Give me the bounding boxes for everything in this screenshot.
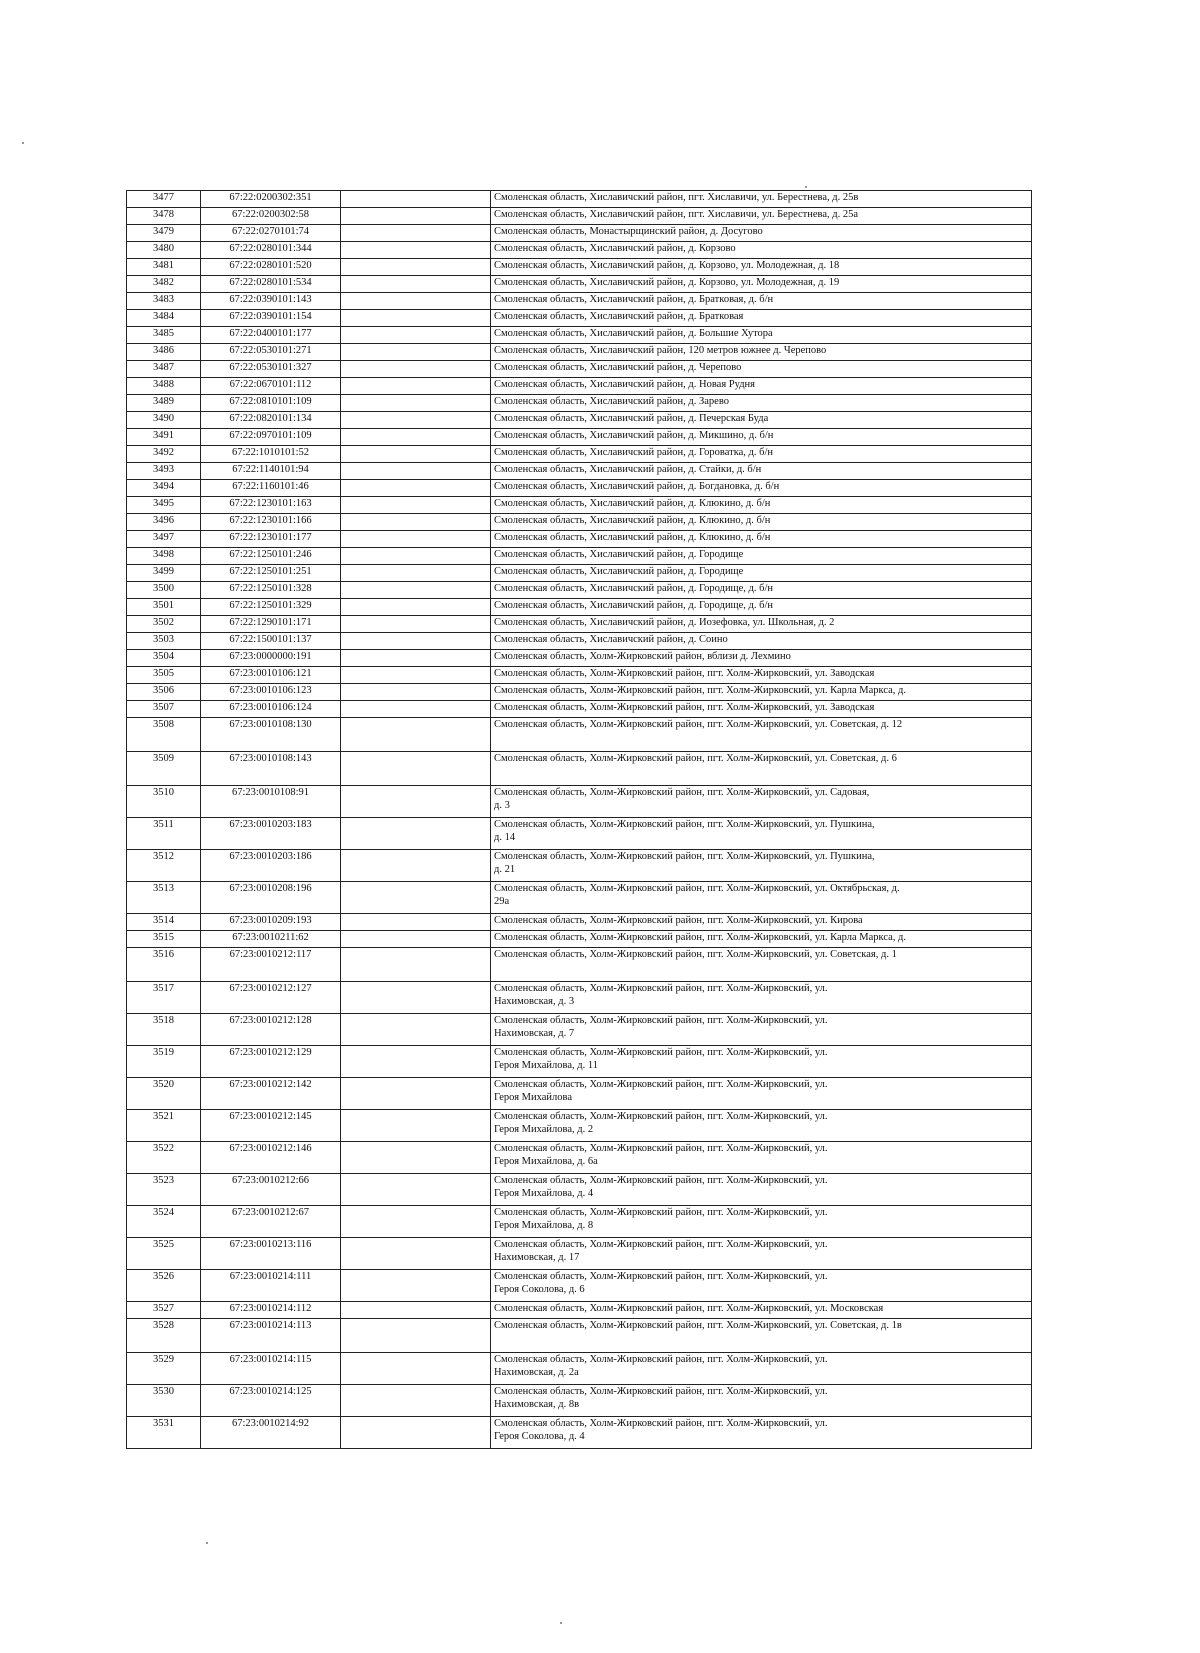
empty-cell bbox=[341, 718, 491, 752]
row-number: 3504 bbox=[127, 650, 201, 667]
table-row bbox=[127, 1238, 1032, 1270]
cadastral-number: 67:22:0270101:74 bbox=[201, 225, 341, 242]
row-number: 3508 bbox=[127, 718, 201, 752]
table-row bbox=[127, 599, 1032, 616]
cadastral-number: 67:23:0010106:123 bbox=[201, 684, 341, 701]
table-row bbox=[127, 344, 1032, 361]
table-row bbox=[127, 1142, 1032, 1174]
table-row bbox=[127, 1174, 1032, 1206]
empty-cell bbox=[341, 850, 491, 882]
table-row bbox=[127, 446, 1032, 463]
table-row bbox=[127, 1319, 1032, 1353]
row-number: 3500 bbox=[127, 582, 201, 599]
row-number: 3514 bbox=[127, 914, 201, 931]
address-cell: Смоленская область, Холм-Жирковский район, пгт. Холм-Жирковский, ул. Пушкина, д. 21 bbox=[491, 850, 1032, 882]
table-row bbox=[127, 850, 1032, 882]
empty-cell bbox=[341, 463, 491, 480]
address-cell: Смоленская область, Холм-Жирковский район, пгт. Холм-Жирковский, ул. Героя Соколова, д. 6 bbox=[491, 1270, 1032, 1302]
cadastral-number: 67:22:1230101:163 bbox=[201, 497, 341, 514]
empty-cell bbox=[341, 616, 491, 633]
address-cell: Смоленская область, Холм-Жирковский район, пгт. Холм-Жирковский, ул. Нахимовская, д. 2а bbox=[491, 1353, 1032, 1385]
empty-cell bbox=[341, 599, 491, 616]
cadastral-number: 67:22:0400101:177 bbox=[201, 327, 341, 344]
address-cell: Смоленская область, Хиславичский район, д. Новая Рудня bbox=[491, 378, 1032, 395]
empty-cell bbox=[341, 582, 491, 599]
row-number: 3494 bbox=[127, 480, 201, 497]
address-cell: Смоленская область, Хиславичский район, д. Корзово bbox=[491, 242, 1032, 259]
row-number: 3493 bbox=[127, 463, 201, 480]
table-row bbox=[127, 531, 1032, 548]
address-cell: Смоленская область, Хиславичский район, д. Зарево bbox=[491, 395, 1032, 412]
row-number: 3479 bbox=[127, 225, 201, 242]
row-number: 3498 bbox=[127, 548, 201, 565]
table-row bbox=[127, 882, 1032, 914]
cadastral-number: 67:23:0010212:146 bbox=[201, 1142, 341, 1174]
table-row bbox=[127, 1417, 1032, 1449]
cadastral-number: 67:23:0010214:112 bbox=[201, 1302, 341, 1319]
cadastral-number: 67:22:0820101:134 bbox=[201, 412, 341, 429]
address-cell: Смоленская область, Холм-Жирковский район, пгт. Холм-Жирковский, ул. Советская, д. 12 bbox=[491, 718, 1032, 752]
cadastral-number: 67:23:0010108:91 bbox=[201, 786, 341, 818]
empty-cell bbox=[341, 1046, 491, 1078]
row-number: 3518 bbox=[127, 1014, 201, 1046]
cadastral-number: 67:23:0010212:117 bbox=[201, 948, 341, 982]
row-number: 3485 bbox=[127, 327, 201, 344]
address-cell: Смоленская область, Хиславичский район, д. Гороватка, д. б/н bbox=[491, 446, 1032, 463]
address-cell: Смоленская область, Хиславичский район, д. Братковая, д. б/н bbox=[491, 293, 1032, 310]
row-number: 3482 bbox=[127, 276, 201, 293]
land-plots-table bbox=[126, 190, 1032, 1449]
cadastral-number: 67:23:0010212:142 bbox=[201, 1078, 341, 1110]
table-row bbox=[127, 225, 1032, 242]
empty-cell bbox=[341, 1302, 491, 1319]
cadastral-number: 67:23:0010203:183 bbox=[201, 818, 341, 850]
table-row bbox=[127, 310, 1032, 327]
row-number: 3531 bbox=[127, 1417, 201, 1449]
cadastral-number: 67:22:0280101:534 bbox=[201, 276, 341, 293]
empty-cell bbox=[341, 242, 491, 259]
row-number: 3486 bbox=[127, 344, 201, 361]
address-cell: Смоленская область, Холм-Жирковский район, пгт. Холм-Жирковский, ул. Героя Михайлова, д. 8 bbox=[491, 1206, 1032, 1238]
empty-cell bbox=[341, 1417, 491, 1449]
address-cell: Смоленская область, Холм-Жирковский район, пгт. Холм-Жирковский, ул. Героя Михайлова, д. 4 bbox=[491, 1174, 1032, 1206]
cadastral-number: 67:23:0010108:130 bbox=[201, 718, 341, 752]
address-cell: Смоленская область, Холм-Жирковский район, пгт. Холм-Жирковский, ул. Карла Маркса, д. bbox=[491, 684, 1032, 701]
table-row bbox=[127, 982, 1032, 1014]
row-number: 3477 bbox=[127, 191, 201, 208]
row-number: 3495 bbox=[127, 497, 201, 514]
address-cell: Смоленская область, Холм-Жирковский район, пгт. Холм-Жирковский, ул. Заводская bbox=[491, 667, 1032, 684]
address-cell: Смоленская область, Хиславичский район, д. Печерская Буда bbox=[491, 412, 1032, 429]
address-cell: Смоленская область, Холм-Жирковский район, пгт. Холм-Жирковский, ул. Заводская bbox=[491, 701, 1032, 718]
address-cell: Смоленская область, Хиславичский район, д. Городище, д. б/н bbox=[491, 582, 1032, 599]
empty-cell bbox=[341, 1385, 491, 1417]
row-number: 3484 bbox=[127, 310, 201, 327]
row-number: 3478 bbox=[127, 208, 201, 225]
empty-cell bbox=[341, 412, 491, 429]
table-row bbox=[127, 1014, 1032, 1046]
table-row bbox=[127, 1353, 1032, 1385]
table-row bbox=[127, 1270, 1032, 1302]
cadastral-number: 67:22:0670101:112 bbox=[201, 378, 341, 395]
table-row bbox=[127, 548, 1032, 565]
row-number: 3481 bbox=[127, 259, 201, 276]
address-cell: Смоленская область, Хиславичский район, д. Микшино, д. б/н bbox=[491, 429, 1032, 446]
cadastral-number: 67:23:0010212:67 bbox=[201, 1206, 341, 1238]
table-row bbox=[127, 293, 1032, 310]
row-number: 3530 bbox=[127, 1385, 201, 1417]
empty-cell bbox=[341, 1353, 491, 1385]
table-row bbox=[127, 191, 1032, 208]
row-number: 3512 bbox=[127, 850, 201, 882]
cadastral-number: 67:22:1250101:329 bbox=[201, 599, 341, 616]
address-cell: Смоленская область, Монастырщинский район, д. Досугово bbox=[491, 225, 1032, 242]
address-cell: Смоленская область, Хиславичский район, д. Городище, д. б/н bbox=[491, 599, 1032, 616]
table-row bbox=[127, 480, 1032, 497]
table-row bbox=[127, 786, 1032, 818]
table-row bbox=[127, 684, 1032, 701]
scan-speck bbox=[206, 1542, 208, 1544]
cadastral-number: 67:23:0010212:66 bbox=[201, 1174, 341, 1206]
cadastral-number: 67:22:0200302:58 bbox=[201, 208, 341, 225]
empty-cell bbox=[341, 191, 491, 208]
cadastral-number: 67:23:0010208:196 bbox=[201, 882, 341, 914]
row-number: 3487 bbox=[127, 361, 201, 378]
row-number: 3492 bbox=[127, 446, 201, 463]
table-row bbox=[127, 259, 1032, 276]
table-row bbox=[127, 378, 1032, 395]
table-row bbox=[127, 948, 1032, 982]
cadastral-number: 67:23:0010214:113 bbox=[201, 1319, 341, 1353]
empty-cell bbox=[341, 225, 491, 242]
row-number: 3526 bbox=[127, 1270, 201, 1302]
empty-cell bbox=[341, 259, 491, 276]
row-number: 3525 bbox=[127, 1238, 201, 1270]
table-row bbox=[127, 718, 1032, 752]
cadastral-number: 67:22:0390101:154 bbox=[201, 310, 341, 327]
cadastral-number: 67:22:0970101:109 bbox=[201, 429, 341, 446]
table-row bbox=[127, 395, 1032, 412]
empty-cell bbox=[341, 818, 491, 850]
empty-cell bbox=[341, 1014, 491, 1046]
empty-cell bbox=[341, 310, 491, 327]
row-number: 3480 bbox=[127, 242, 201, 259]
cadastral-number: 67:22:0390101:143 bbox=[201, 293, 341, 310]
row-number: 3496 bbox=[127, 514, 201, 531]
empty-cell bbox=[341, 1174, 491, 1206]
cadastral-number: 67:22:1250101:328 bbox=[201, 582, 341, 599]
address-cell: Смоленская область, Хиславичский район, д. Соино bbox=[491, 633, 1032, 650]
cadastral-number: 67:22:1230101:166 bbox=[201, 514, 341, 531]
cadastral-number: 67:23:0010214:125 bbox=[201, 1385, 341, 1417]
address-cell: Смоленская область, Холм-Жирковский район, пгт. Холм-Жирковский, ул. Героя Михайлова, д. 11 bbox=[491, 1046, 1032, 1078]
table-row bbox=[127, 701, 1032, 718]
empty-cell bbox=[341, 446, 491, 463]
row-number: 3529 bbox=[127, 1353, 201, 1385]
address-cell: Смоленская область, Холм-Жирковский район, вблизи д. Лехмино bbox=[491, 650, 1032, 667]
row-number: 3519 bbox=[127, 1046, 201, 1078]
row-number: 3497 bbox=[127, 531, 201, 548]
empty-cell bbox=[341, 276, 491, 293]
cadastral-number: 67:23:0010212:127 bbox=[201, 982, 341, 1014]
empty-cell bbox=[341, 1142, 491, 1174]
cadastral-number: 67:23:0010212:145 bbox=[201, 1110, 341, 1142]
empty-cell bbox=[341, 1238, 491, 1270]
cadastral-number: 67:23:0010209:193 bbox=[201, 914, 341, 931]
empty-cell bbox=[341, 531, 491, 548]
address-cell: Смоленская область, Холм-Жирковский район, пгт. Холм-Жирковский, ул. Нахимовская, д. 17 bbox=[491, 1238, 1032, 1270]
row-number: 3522 bbox=[127, 1142, 201, 1174]
table-row bbox=[127, 650, 1032, 667]
address-cell: Смоленская область, Холм-Жирковский район, пгт. Холм-Жирковский, ул. Советская, д. 1 bbox=[491, 948, 1032, 982]
row-number: 3501 bbox=[127, 599, 201, 616]
cadastral-number: 67:22:1290101:171 bbox=[201, 616, 341, 633]
address-cell: Смоленская область, Хиславичский район, д. Городище bbox=[491, 548, 1032, 565]
row-number: 3488 bbox=[127, 378, 201, 395]
table-row bbox=[127, 412, 1032, 429]
table-row bbox=[127, 818, 1032, 850]
empty-cell bbox=[341, 395, 491, 412]
cadastral-number: 67:23:0010214:115 bbox=[201, 1353, 341, 1385]
address-cell: Смоленская область, Холм-Жирковский район, пгт. Холм-Жирковский, ул. Нахимовская, д. 8в bbox=[491, 1385, 1032, 1417]
address-cell: Смоленская область, Хиславичский район, д. Корзово, ул. Молодежная, д. 19 bbox=[491, 276, 1032, 293]
row-number: 3527 bbox=[127, 1302, 201, 1319]
empty-cell bbox=[341, 1110, 491, 1142]
table-row bbox=[127, 514, 1032, 531]
cadastral-number: 67:22:0530101:327 bbox=[201, 361, 341, 378]
table-row bbox=[127, 429, 1032, 446]
cadastral-number: 67:22:1250101:251 bbox=[201, 565, 341, 582]
cadastral-number: 67:23:0010212:128 bbox=[201, 1014, 341, 1046]
address-cell: Смоленская область, Хиславичский район, д. Клюкино, д. б/н bbox=[491, 514, 1032, 531]
empty-cell bbox=[341, 344, 491, 361]
table-row bbox=[127, 667, 1032, 684]
row-number: 3483 bbox=[127, 293, 201, 310]
empty-cell bbox=[341, 361, 491, 378]
empty-cell bbox=[341, 1078, 491, 1110]
address-cell: Смоленская область, Хиславичский район, пгт. Хиславичи, ул. Берестнева, д. 25в bbox=[491, 191, 1032, 208]
empty-cell bbox=[341, 378, 491, 395]
cadastral-number: 67:22:0530101:271 bbox=[201, 344, 341, 361]
row-number: 3523 bbox=[127, 1174, 201, 1206]
row-number: 3521 bbox=[127, 1110, 201, 1142]
row-number: 3506 bbox=[127, 684, 201, 701]
empty-cell bbox=[341, 882, 491, 914]
cadastral-number: 67:22:1160101:46 bbox=[201, 480, 341, 497]
cadastral-number: 67:23:0010203:186 bbox=[201, 850, 341, 882]
table-row bbox=[127, 582, 1032, 599]
address-cell: Смоленская область, Хиславичский район, д. Клюкино, д. б/н bbox=[491, 497, 1032, 514]
table-row bbox=[127, 463, 1032, 480]
row-number: 3513 bbox=[127, 882, 201, 914]
empty-cell bbox=[341, 684, 491, 701]
row-number: 3491 bbox=[127, 429, 201, 446]
table-row bbox=[127, 1385, 1032, 1417]
address-cell: Смоленская область, Холм-Жирковский район, пгт. Холм-Жирковский, ул. Октябрьская, д. 29а bbox=[491, 882, 1032, 914]
empty-cell bbox=[341, 429, 491, 446]
cadastral-number: 67:23:0010211:62 bbox=[201, 931, 341, 948]
table-row bbox=[127, 361, 1032, 378]
empty-cell bbox=[341, 497, 491, 514]
address-cell: Смоленская область, Хиславичский район, д. Братковая bbox=[491, 310, 1032, 327]
address-cell: Смоленская область, Хиславичский район, д. Корзово, ул. Молодежная, д. 18 bbox=[491, 259, 1032, 276]
table-row bbox=[127, 752, 1032, 786]
cadastral-number: 67:23:0010106:124 bbox=[201, 701, 341, 718]
empty-cell bbox=[341, 914, 491, 931]
table-row bbox=[127, 1302, 1032, 1319]
empty-cell bbox=[341, 701, 491, 718]
row-number: 3520 bbox=[127, 1078, 201, 1110]
empty-cell bbox=[341, 633, 491, 650]
cadastral-number: 67:23:0010213:116 bbox=[201, 1238, 341, 1270]
cadastral-number: 67:22:1140101:94 bbox=[201, 463, 341, 480]
address-cell: Смоленская область, Холм-Жирковский район, пгт. Холм-Жирковский, ул. Нахимовская, д. 7 bbox=[491, 1014, 1032, 1046]
cadastral-number: 67:22:0200302:351 bbox=[201, 191, 341, 208]
empty-cell bbox=[341, 327, 491, 344]
row-number: 3490 bbox=[127, 412, 201, 429]
empty-cell bbox=[341, 565, 491, 582]
empty-cell bbox=[341, 667, 491, 684]
row-number: 3516 bbox=[127, 948, 201, 982]
cadastral-number: 67:22:0810101:109 bbox=[201, 395, 341, 412]
empty-cell bbox=[341, 480, 491, 497]
empty-cell bbox=[341, 1319, 491, 1353]
cadastral-number: 67:22:1250101:246 bbox=[201, 548, 341, 565]
address-cell: Смоленская область, Холм-Жирковский район, пгт. Холм-Жирковский, ул. Садовая, д. 3 bbox=[491, 786, 1032, 818]
table-row bbox=[127, 914, 1032, 931]
row-number: 3509 bbox=[127, 752, 201, 786]
cadastral-number: 67:22:0280101:520 bbox=[201, 259, 341, 276]
cadastral-number: 67:22:1500101:137 bbox=[201, 633, 341, 650]
row-number: 3511 bbox=[127, 818, 201, 850]
row-number: 3524 bbox=[127, 1206, 201, 1238]
address-cell: Смоленская область, Хиславичский район, пгт. Хиславичи, ул. Берестнева, д. 25а bbox=[491, 208, 1032, 225]
address-cell: Смоленская область, Холм-Жирковский район, пгт. Холм-Жирковский, ул. Карла Маркса, д. bbox=[491, 931, 1032, 948]
empty-cell bbox=[341, 931, 491, 948]
table-row bbox=[127, 208, 1032, 225]
cadastral-number: 67:23:0010212:129 bbox=[201, 1046, 341, 1078]
cadastral-number: 67:23:0010214:111 bbox=[201, 1270, 341, 1302]
row-number: 3528 bbox=[127, 1319, 201, 1353]
address-cell: Смоленская область, Хиславичский район, д. Стайки, д. б/н bbox=[491, 463, 1032, 480]
table-row bbox=[127, 242, 1032, 259]
table-row bbox=[127, 276, 1032, 293]
address-cell: Смоленская область, Холм-Жирковский район, пгт. Холм-Жирковский, ул. Московская bbox=[491, 1302, 1032, 1319]
address-cell: Смоленская область, Холм-Жирковский район, пгт. Холм-Жирковский, ул. Героя Соколова, д. 4 bbox=[491, 1417, 1032, 1449]
scan-speck bbox=[22, 142, 24, 144]
address-cell: Смоленская область, Хиславичский район, д. Городище bbox=[491, 565, 1032, 582]
scan-speck bbox=[805, 186, 807, 188]
empty-cell bbox=[341, 650, 491, 667]
cadastral-number: 67:23:0010106:121 bbox=[201, 667, 341, 684]
empty-cell bbox=[341, 514, 491, 531]
empty-cell bbox=[341, 293, 491, 310]
address-cell: Смоленская область, Холм-Жирковский район, пгт. Холм-Жирковский, ул. Советская, д. 1в bbox=[491, 1319, 1032, 1353]
address-cell: Смоленская область, Хиславичский район, д. Иозефовка, ул. Школьная, д. 2 bbox=[491, 616, 1032, 633]
cadastral-number: 67:22:1230101:177 bbox=[201, 531, 341, 548]
table-row bbox=[127, 327, 1032, 344]
row-number: 3510 bbox=[127, 786, 201, 818]
empty-cell bbox=[341, 208, 491, 225]
empty-cell bbox=[341, 1206, 491, 1238]
address-cell: Смоленская область, Холм-Жирковский район, пгт. Холм-Жирковский, ул. Нахимовская, д. 3 bbox=[491, 982, 1032, 1014]
table-row bbox=[127, 497, 1032, 514]
address-cell: Смоленская область, Хиславичский район, д. Большие Хутора bbox=[491, 327, 1032, 344]
table-row bbox=[127, 1206, 1032, 1238]
empty-cell bbox=[341, 1270, 491, 1302]
address-cell: Смоленская область, Холм-Жирковский район, пгт. Холм-Жирковский, ул. Героя Михайлова, д. 2 bbox=[491, 1110, 1032, 1142]
address-cell: Смоленская область, Хиславичский район, д. Черепово bbox=[491, 361, 1032, 378]
cadastral-number: 67:23:0010108:143 bbox=[201, 752, 341, 786]
table-row bbox=[127, 633, 1032, 650]
empty-cell bbox=[341, 548, 491, 565]
address-cell: Смоленская область, Хиславичский район, д. Клюкино, д. б/н bbox=[491, 531, 1032, 548]
row-number: 3515 bbox=[127, 931, 201, 948]
cadastral-number: 67:22:0280101:344 bbox=[201, 242, 341, 259]
table-row bbox=[127, 616, 1032, 633]
row-number: 3503 bbox=[127, 633, 201, 650]
address-cell: Смоленская область, Холм-Жирковский район, пгт. Холм-Жирковский, ул. Героя Михайлова, д. 6а bbox=[491, 1142, 1032, 1174]
empty-cell bbox=[341, 752, 491, 786]
row-number: 3499 bbox=[127, 565, 201, 582]
address-cell: Смоленская область, Холм-Жирковский район, пгт. Холм-Жирковский, ул. Героя Михайлова bbox=[491, 1078, 1032, 1110]
empty-cell bbox=[341, 786, 491, 818]
row-number: 3507 bbox=[127, 701, 201, 718]
table-row bbox=[127, 1110, 1032, 1142]
cadastral-number: 67:23:0000000:191 bbox=[201, 650, 341, 667]
row-number: 3489 bbox=[127, 395, 201, 412]
address-cell: Смоленская область, Хиславичский район, 120 метров южнее д. Черепово bbox=[491, 344, 1032, 361]
address-cell: Смоленская область, Холм-Жирковский район, пгт. Холм-Жирковский, ул. Кирова bbox=[491, 914, 1032, 931]
address-cell: Смоленская область, Холм-Жирковский район, пгт. Холм-Жирковский, ул. Пушкина, д. 14 bbox=[491, 818, 1032, 850]
empty-cell bbox=[341, 948, 491, 982]
table-row bbox=[127, 1046, 1032, 1078]
address-cell: Смоленская область, Хиславичский район, д. Богдановка, д. б/н bbox=[491, 480, 1032, 497]
table-row bbox=[127, 1078, 1032, 1110]
cadastral-number: 67:22:1010101:52 bbox=[201, 446, 341, 463]
address-cell: Смоленская область, Холм-Жирковский район, пгт. Холм-Жирковский, ул. Советская, д. 6 bbox=[491, 752, 1032, 786]
table-row bbox=[127, 565, 1032, 582]
table-body bbox=[127, 191, 1032, 1449]
row-number: 3517 bbox=[127, 982, 201, 1014]
scan-speck bbox=[560, 1622, 562, 1624]
empty-cell bbox=[341, 982, 491, 1014]
table-row bbox=[127, 931, 1032, 948]
row-number: 3502 bbox=[127, 616, 201, 633]
row-number: 3505 bbox=[127, 667, 201, 684]
cadastral-number: 67:23:0010214:92 bbox=[201, 1417, 341, 1449]
